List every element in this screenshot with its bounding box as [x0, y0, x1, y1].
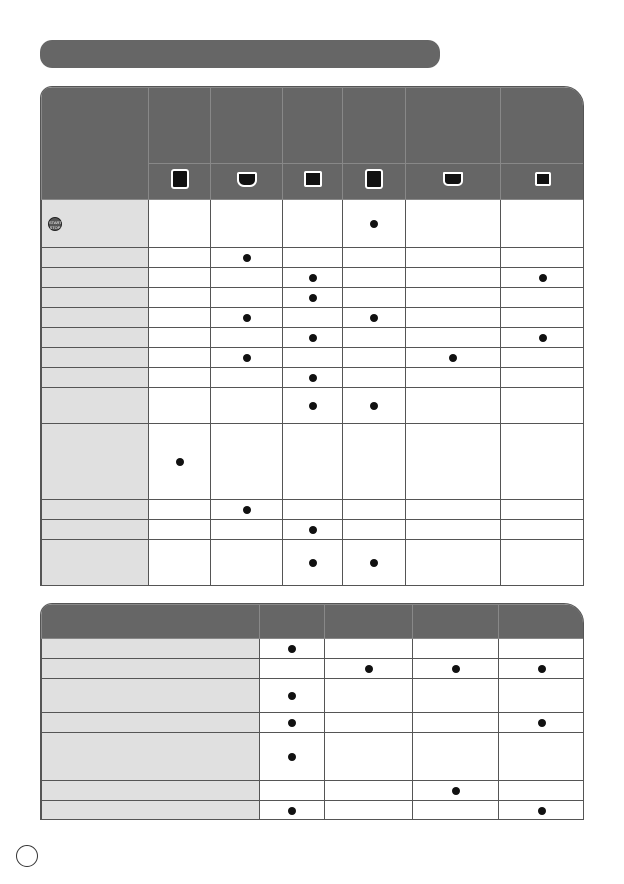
t2-cell [499, 659, 585, 679]
t1-cell [406, 248, 501, 268]
table1-col-header [283, 88, 343, 164]
t1-row [42, 328, 585, 348]
table1-col-header [406, 88, 501, 164]
t1-cell [406, 368, 501, 388]
t1-cell [283, 424, 343, 500]
page-number-badge [16, 845, 38, 867]
check-dot-icon [538, 665, 546, 673]
t1-row [42, 268, 585, 288]
t1-cell [343, 288, 406, 308]
t2-cell [325, 679, 413, 713]
t2-cell [260, 679, 325, 713]
check-dot-icon [288, 692, 296, 700]
t1-cell [501, 388, 585, 424]
t1-cell [501, 288, 585, 308]
t2-cell [260, 713, 325, 733]
t1-cell [406, 520, 501, 540]
table2-col-header [499, 605, 585, 639]
t2-row [42, 733, 585, 781]
check-dot-icon [309, 294, 317, 302]
t1-cell [343, 268, 406, 288]
check-dot-icon [538, 807, 546, 815]
t1-cell [501, 248, 585, 268]
t1-cell [343, 388, 406, 424]
t2-cell [499, 733, 585, 781]
t1-cell [406, 540, 501, 586]
t1-cell [343, 248, 406, 268]
t2-cell [413, 639, 499, 659]
t1-cell [283, 348, 343, 368]
t2-cell [413, 781, 499, 801]
check-dot-icon [309, 402, 317, 410]
bowl-tall-icon [365, 169, 383, 189]
check-dot-icon [365, 665, 373, 673]
t2-row-label [42, 781, 260, 801]
t1-cell [501, 500, 585, 520]
t1-cell [343, 200, 406, 248]
check-dot-icon [309, 334, 317, 342]
t2-row [42, 713, 585, 733]
t1-cell [501, 348, 585, 368]
t1-cell [501, 308, 585, 328]
table1-icon-cell [283, 164, 343, 200]
t2-cell [260, 781, 325, 801]
table2-col-header [413, 605, 499, 639]
table1-icon-cell [406, 164, 501, 200]
t1-row [42, 520, 585, 540]
t2-cell [260, 733, 325, 781]
t2-row-label [42, 659, 260, 679]
t1-row-label [42, 540, 149, 586]
t1-cell [501, 520, 585, 540]
t1-cell [343, 540, 406, 586]
check-dot-icon [539, 334, 547, 342]
check-dot-icon [370, 559, 378, 567]
t1-cell [149, 200, 211, 248]
t2-cell [413, 801, 499, 821]
t2-row [42, 781, 585, 801]
t1-cell [211, 540, 283, 586]
t1-cell [343, 308, 406, 328]
t1-cell [211, 348, 283, 368]
t1-row [42, 308, 585, 328]
t1-cell [283, 540, 343, 586]
t2-cell [499, 713, 585, 733]
start-stop-icon: START STOP [48, 217, 62, 231]
t1-cell [406, 288, 501, 308]
t2-row [42, 639, 585, 659]
t1-cell [406, 348, 501, 368]
t2-cell [325, 713, 413, 733]
check-dot-icon [243, 314, 251, 322]
check-dot-icon [538, 719, 546, 727]
bowl-sq-icon [304, 171, 322, 187]
t1-row [42, 248, 585, 268]
bowl-wide-icon [443, 172, 463, 186]
t1-cell [211, 268, 283, 288]
t2-cell [260, 801, 325, 821]
t1-cell [283, 368, 343, 388]
t1-cell [406, 308, 501, 328]
check-dot-icon [288, 753, 296, 761]
check-dot-icon [539, 274, 547, 282]
t2-row-label [42, 801, 260, 821]
table1-icon-cell [343, 164, 406, 200]
t2-row-label [42, 679, 260, 713]
check-dot-icon [309, 526, 317, 534]
t2-row [42, 679, 585, 713]
check-dot-icon [288, 645, 296, 653]
check-dot-icon [452, 665, 460, 673]
check-dot-icon [243, 354, 251, 362]
t1-cell [343, 500, 406, 520]
table1-col-header [149, 88, 211, 164]
t2-row-label [42, 713, 260, 733]
t1-cell [343, 328, 406, 348]
t1-cell [501, 328, 585, 348]
t1-row [42, 500, 585, 520]
t1-row [42, 348, 585, 368]
t1-cell [211, 308, 283, 328]
t1-cell [283, 248, 343, 268]
t1-row-label [42, 248, 149, 268]
t2-cell [260, 659, 325, 679]
t1-cell [501, 368, 585, 388]
t1-row [42, 388, 585, 424]
table1-col-header [501, 88, 585, 164]
t1-row [42, 288, 585, 308]
t1-cell [343, 348, 406, 368]
check-dot-icon [288, 807, 296, 815]
t1-cell [406, 268, 501, 288]
table1-icon-cell [501, 164, 585, 200]
t2-cell [325, 801, 413, 821]
t1-row [42, 368, 585, 388]
t2-cell [413, 679, 499, 713]
t1-cell [149, 308, 211, 328]
t1-cell [149, 388, 211, 424]
t1-row-label [42, 368, 149, 388]
t1-cell [406, 500, 501, 520]
t1-cell [149, 348, 211, 368]
bowl-u-icon [237, 172, 257, 187]
t1-cell [283, 500, 343, 520]
check-dot-icon [309, 374, 317, 382]
table2-col-header [260, 605, 325, 639]
t2-cell [413, 733, 499, 781]
t1-cell [211, 500, 283, 520]
t2-cell [325, 733, 413, 781]
t1-cell [211, 288, 283, 308]
check-dot-icon [449, 354, 457, 362]
t1-cell [149, 328, 211, 348]
t2-cell [325, 659, 413, 679]
t1-cell [211, 520, 283, 540]
t2-cell [325, 639, 413, 659]
t2-cell [499, 639, 585, 659]
t1-cell [283, 308, 343, 328]
t1-cell [149, 540, 211, 586]
t1-cell [211, 200, 283, 248]
t1-cell [149, 268, 211, 288]
t1-row-label [42, 388, 149, 424]
t2-cell [499, 679, 585, 713]
t1-row-label [42, 520, 149, 540]
t1-row [42, 200, 585, 248]
t1-row-label [42, 308, 149, 328]
t1-cell [149, 288, 211, 308]
check-dot-icon [243, 254, 251, 262]
t1-cell [211, 368, 283, 388]
t1-cell [501, 200, 585, 248]
check-dot-icon [370, 314, 378, 322]
t1-cell [283, 268, 343, 288]
t1-row-label [42, 268, 149, 288]
t1-row-label [42, 424, 149, 500]
t2-row [42, 659, 585, 679]
t1-cell [283, 388, 343, 424]
t1-cell [149, 500, 211, 520]
t2-cell [413, 713, 499, 733]
t1-row [42, 424, 585, 500]
t1-row-label [42, 348, 149, 368]
t1-cell [211, 248, 283, 268]
check-dot-icon [243, 506, 251, 514]
check-dot-icon [370, 402, 378, 410]
t1-cell [501, 540, 585, 586]
t1-cell [149, 248, 211, 268]
check-dot-icon [370, 220, 378, 228]
t1-cell [149, 368, 211, 388]
t1-cell [343, 424, 406, 500]
t1-cell [343, 368, 406, 388]
t1-cell [149, 520, 211, 540]
t1-cell [283, 200, 343, 248]
bowl-tall-icon [171, 169, 189, 189]
t1-cell [211, 388, 283, 424]
check-dot-icon [309, 274, 317, 282]
t1-cell [211, 328, 283, 348]
t1-cell [343, 520, 406, 540]
table1-header-corner [42, 88, 149, 200]
bowl-small-icon [535, 172, 551, 186]
check-dot-icon [176, 458, 184, 466]
t1-row [42, 540, 585, 586]
check-dot-icon [452, 787, 460, 795]
table2-header-corner [42, 605, 260, 639]
t1-cell [501, 268, 585, 288]
t2-row [42, 801, 585, 821]
table1-col-header [343, 88, 406, 164]
accessory-table [40, 603, 584, 820]
section-title-bar [40, 40, 440, 68]
t1-cell [283, 288, 343, 308]
t1-row-label [42, 328, 149, 348]
t1-cell [406, 328, 501, 348]
t1-row-label [42, 288, 149, 308]
table1-icon-cell [211, 164, 283, 200]
t1-cell [406, 388, 501, 424]
t1-cell [406, 200, 501, 248]
table2-col-header [325, 605, 413, 639]
t1-row-label [42, 500, 149, 520]
t2-row-label [42, 733, 260, 781]
table1-col-header [211, 88, 283, 164]
t1-cell [283, 328, 343, 348]
t1-cell [501, 424, 585, 500]
t2-cell [260, 639, 325, 659]
t1-row-label [42, 200, 149, 248]
t1-cell [283, 520, 343, 540]
t1-cell [211, 424, 283, 500]
t1-cell [149, 424, 211, 500]
check-dot-icon [309, 559, 317, 567]
check-dot-icon [288, 719, 296, 727]
table1-icon-cell [149, 164, 211, 200]
program-bowl-table [40, 86, 584, 586]
t2-cell [325, 781, 413, 801]
t2-row-label [42, 639, 260, 659]
t1-cell [406, 424, 501, 500]
t2-cell [499, 781, 585, 801]
t2-cell [499, 801, 585, 821]
t2-cell [413, 659, 499, 679]
